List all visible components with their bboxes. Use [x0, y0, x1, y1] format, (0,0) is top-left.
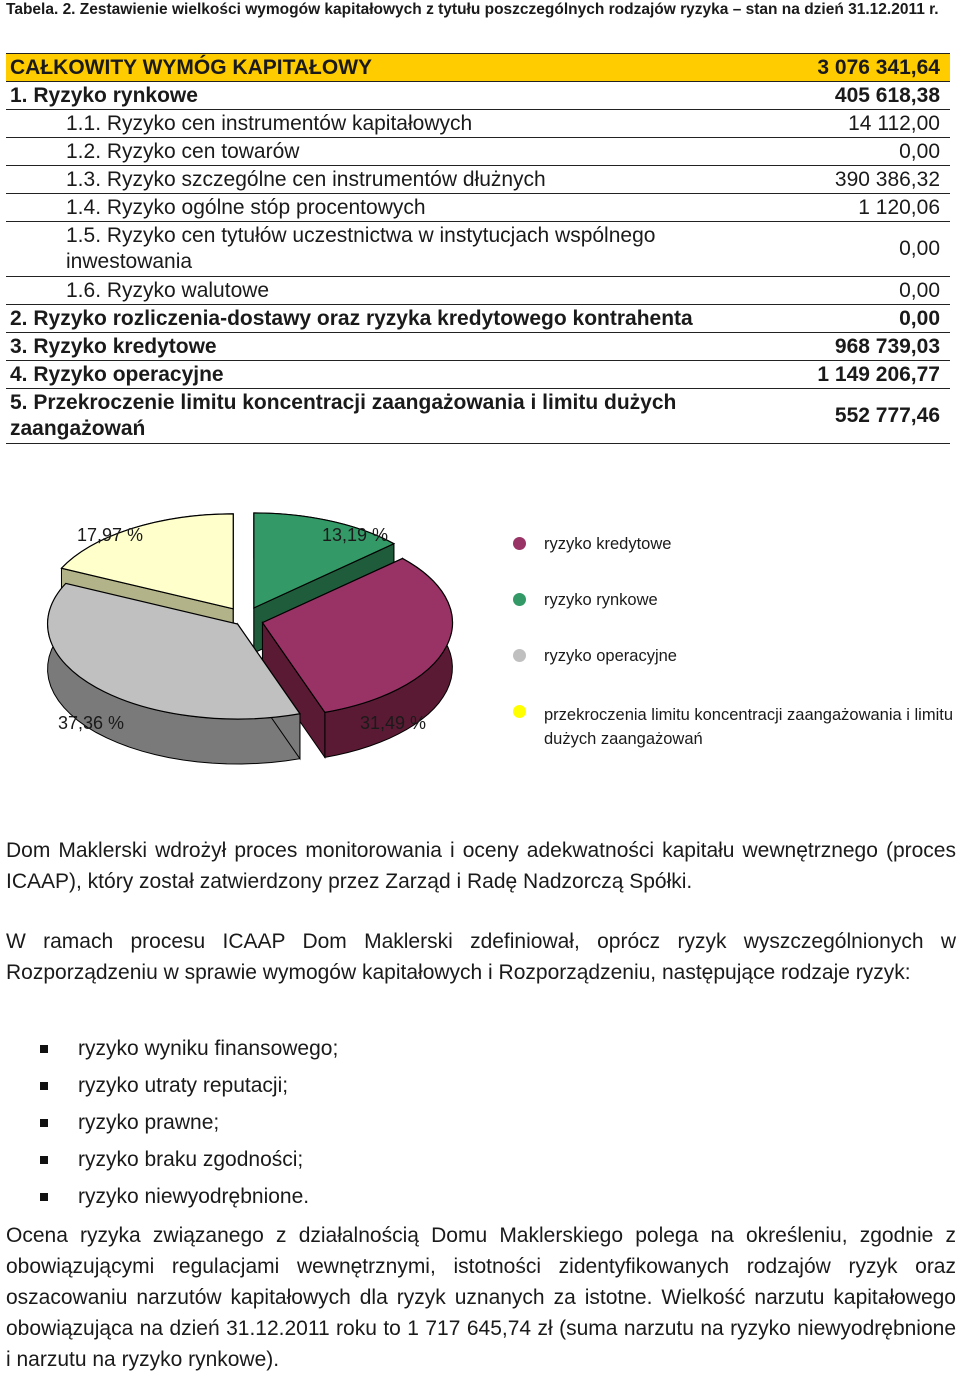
row-label: 1. Ryzyko rynkowe — [10, 83, 198, 107]
row-label: 1.2. Ryzyko cen towarów — [66, 139, 300, 163]
row-value: 0,00 — [899, 139, 940, 163]
capital-requirements-table — [6, 53, 950, 444]
row-label: 4. Ryzyko operacyjne — [10, 362, 224, 386]
row-label: 1.6. Ryzyko walutowe — [66, 278, 270, 302]
slice-label-market: 13,19 % — [322, 525, 389, 545]
legend-swatch — [513, 593, 526, 606]
legend-item-market — [513, 591, 658, 610]
table-row — [6, 221, 950, 276]
table-row — [6, 276, 950, 304]
bullet-icon — [40, 1156, 48, 1164]
list-item: ryzyko niewyodrębnione. — [40, 1178, 338, 1215]
row-value: 1 149 206,77 — [817, 362, 940, 386]
row-label: 3. Ryzyko kredytowe — [10, 334, 217, 358]
table-caption: Tabela. 2. Zestawienie wielkości wymogów kapitałowych z tytułu poszczególnych rodzajów ryzyka – stan na dzień 31.12.2011 r. — [6, 1, 939, 18]
table-row — [6, 109, 950, 137]
table-row-concentration — [6, 388, 950, 444]
list-item: ryzyko utraty reputacji; — [40, 1067, 338, 1104]
table-row-settlement-risk — [6, 304, 950, 332]
paragraph-risk-types: W ramach procesu ICAAP Dom Maklerski zdefiniował, oprócz ryzyk wyszczególnionych w Rozporządzeniu w sprawie wymogów kapitałowych i Rozporządzeniu, następujące rodzaje ryzyk: — [6, 930, 956, 984]
legend-item-concentration — [513, 703, 960, 751]
slice-label-concentration: 17,97 % — [77, 525, 144, 545]
list-item: ryzyko prawne; — [40, 1104, 338, 1141]
slice-label-credit: 31,49 % — [360, 713, 427, 733]
table-row — [6, 193, 950, 221]
table-row — [6, 165, 950, 193]
row-label: 1.5. Ryzyko cen tytułów uczestnictwa w instytucjach wspólnego inwestowania — [66, 224, 656, 273]
legend-label: ryzyko operacyjne — [544, 647, 677, 665]
row-label: 1.4. Ryzyko ogólne stóp procentowych — [66, 195, 426, 219]
legend-label: przekroczenia limitu koncentracji zaangażowania i limitu dużych zaangażowań — [544, 706, 954, 748]
pie-chart-svg — [0, 495, 480, 795]
legend-swatch — [513, 649, 526, 662]
table-row-market-risk — [6, 81, 950, 109]
list-item: ryzyko braku zgodności; — [40, 1141, 338, 1178]
row-value: 0,00 — [899, 237, 940, 260]
legend-item-operational — [513, 647, 677, 666]
row-value: 3 076 341,64 — [817, 55, 940, 79]
row-value: 552 777,46 — [834, 404, 940, 427]
bullet-icon — [40, 1045, 48, 1053]
table-row-total — [6, 53, 950, 81]
legend-swatch — [513, 537, 526, 550]
row-value: 0,00 — [899, 278, 940, 302]
paragraph-icaap: Dom Maklerski wdrożył proces monitorowania i oceny adekwatności kapitału wewnętrznego (proces ICAAP), który został zatwierdzony przez Zarząd i Radę Nadzorczą Spółki. — [6, 839, 956, 893]
risk-pie-chart — [0, 495, 960, 795]
table-row-operational-risk — [6, 360, 950, 388]
row-label: 1.1. Ryzyko cen instrumentów kapitałowych — [66, 111, 473, 135]
row-label: 2. Ryzyko rozliczenia-dostawy oraz ryzyka kredytowego kontrahenta — [10, 306, 693, 330]
bullet-icon — [40, 1082, 48, 1090]
risk-list — [40, 1030, 338, 1215]
table-row-credit-risk — [6, 332, 950, 360]
row-value: 405 618,38 — [834, 83, 940, 107]
row-value: 390 386,32 — [834, 167, 940, 191]
legend-item-credit — [513, 535, 671, 554]
row-label: CAŁKOWITY WYMÓG KAPITAŁOWY — [10, 55, 373, 79]
legend-swatch — [513, 705, 526, 718]
row-value: 14 112,00 — [848, 111, 940, 135]
row-value: 1 120,06 — [858, 195, 940, 219]
legend-label: ryzyko rynkowe — [544, 591, 658, 609]
row-label: 1.3. Ryzyko szczególne cen instrumentów dłużnych — [66, 167, 546, 191]
bullet-icon — [40, 1119, 48, 1127]
slice-label-operational: 37,36 % — [58, 713, 125, 733]
bullet-icon — [40, 1193, 48, 1201]
paragraph-assessment: Ocena ryzyka związanego z działalnością Domu Maklerskiego polega na określeniu, zgodnie z obowiązującymi regulacjami wewnętrznymi, istotności zidentyfikowanych rodzajów ryzyk oraz oszacowaniu narzutów kapitałowych dla ryzyk uznanych za istotne. Wielkość narzutu kapitałowego obowiązująca na dzień 31.12.2011 roku to 1 717 645,74 zł (suma narzutu na ryzyko niewyodrębnione i narzutu na ryzyko rynkowe). — [6, 1224, 956, 1371]
row-label: 5. Przekroczenie limitu koncentracji zaangażowania i limitu dużych zaangażowań — [10, 391, 677, 440]
legend-label: ryzyko kredytowe — [544, 535, 672, 553]
list-item: ryzyko wyniku finansowego; — [40, 1030, 338, 1067]
row-value: 0,00 — [899, 306, 940, 330]
row-value: 968 739,03 — [834, 334, 940, 358]
table-row — [6, 137, 950, 165]
